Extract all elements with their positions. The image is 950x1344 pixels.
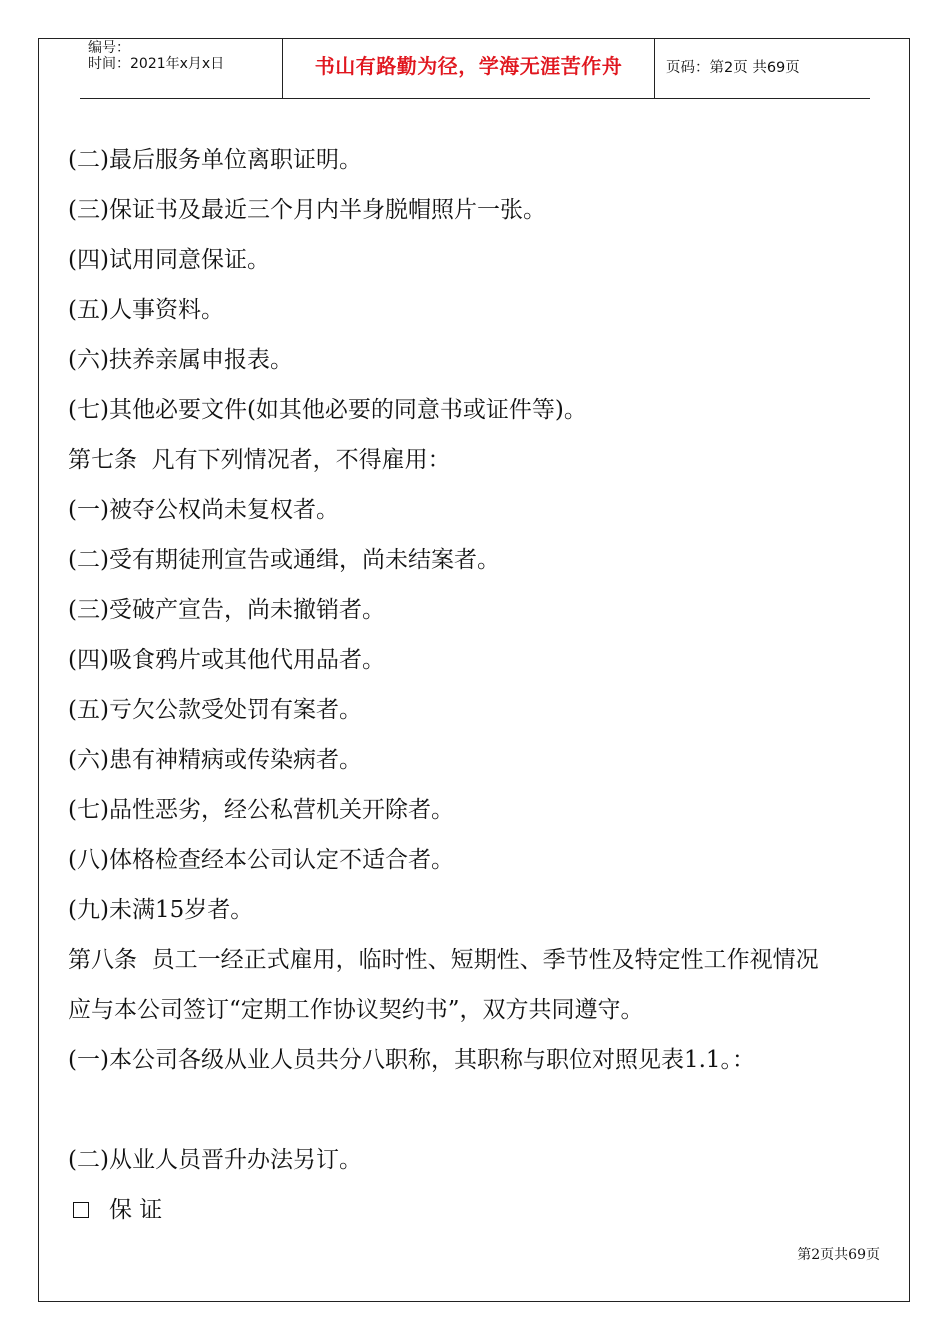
page-footer: 第2页共69页	[797, 1247, 880, 1263]
checkbox-icon[interactable]	[73, 1202, 89, 1218]
list-item: (三)受破产宣告，尚未撤销者。	[68, 597, 385, 623]
blank-line	[68, 1085, 888, 1135]
document-body	[68, 135, 888, 1235]
list-item: (六)扶养亲属申报表。	[68, 347, 293, 373]
header-divider	[654, 38, 655, 98]
list-item: (一)本公司各级从业人员共分八职称，其职称与职位对照见表1.1。：	[68, 1047, 756, 1073]
header-page-number: 页码：第2页 共69页	[666, 60, 800, 76]
checkbox-item[interactable]	[68, 1185, 888, 1235]
list-item: (五)人事资料。	[68, 297, 224, 323]
list-item: (七)品性恶劣，经公私营机关开除者。	[68, 797, 454, 823]
header-motto: 书山有路勤为径，学海无涯苦作舟	[314, 54, 623, 78]
paragraph-continuation: 应与本公司签订“定期工作协议契约书”，双方共同遵守。	[68, 997, 644, 1023]
list-item: (四)吸食鸦片或其他代用品者。	[68, 647, 385, 673]
document-date: 时间：2021年x月x日	[88, 56, 225, 72]
document-number-label: 编号：	[88, 40, 130, 56]
list-item: (四)试用同意保证。	[68, 247, 270, 273]
list-item: (八)体格检查经本公司认定不适合者。	[68, 847, 454, 873]
list-item: (三)保证书及最近三个月内半身脱帽照片一张。	[68, 197, 546, 223]
page-header	[80, 38, 870, 99]
list-item: (七)其他必要文件(如其他必要的同意书或证件等)。	[68, 397, 587, 423]
list-item: (九)未满15岁者。	[68, 897, 254, 923]
list-item: (六)患有神精病或传染病者。	[68, 747, 362, 773]
list-item: (一)被夺公权尚未复权者。	[68, 497, 339, 523]
list-item: (二)从业人员晋升办法另订。	[68, 1147, 362, 1173]
article-heading: 第八条 员工一经正式雇用，临时性、短期性、季节性及特定性工作视情况	[68, 947, 819, 973]
list-item: (二)受有期徒刑宣告或通缉，尚未结案者。	[68, 547, 500, 573]
header-meta	[88, 40, 283, 72]
article-heading: 第七条 凡有下列情况者，不得雇用：	[68, 447, 451, 473]
list-item: (五)亏欠公款受处罚有案者。	[68, 697, 362, 723]
checkbox-label: 保 证	[109, 1197, 163, 1223]
list-item: (二)最后服务单位离职证明。	[68, 147, 362, 173]
